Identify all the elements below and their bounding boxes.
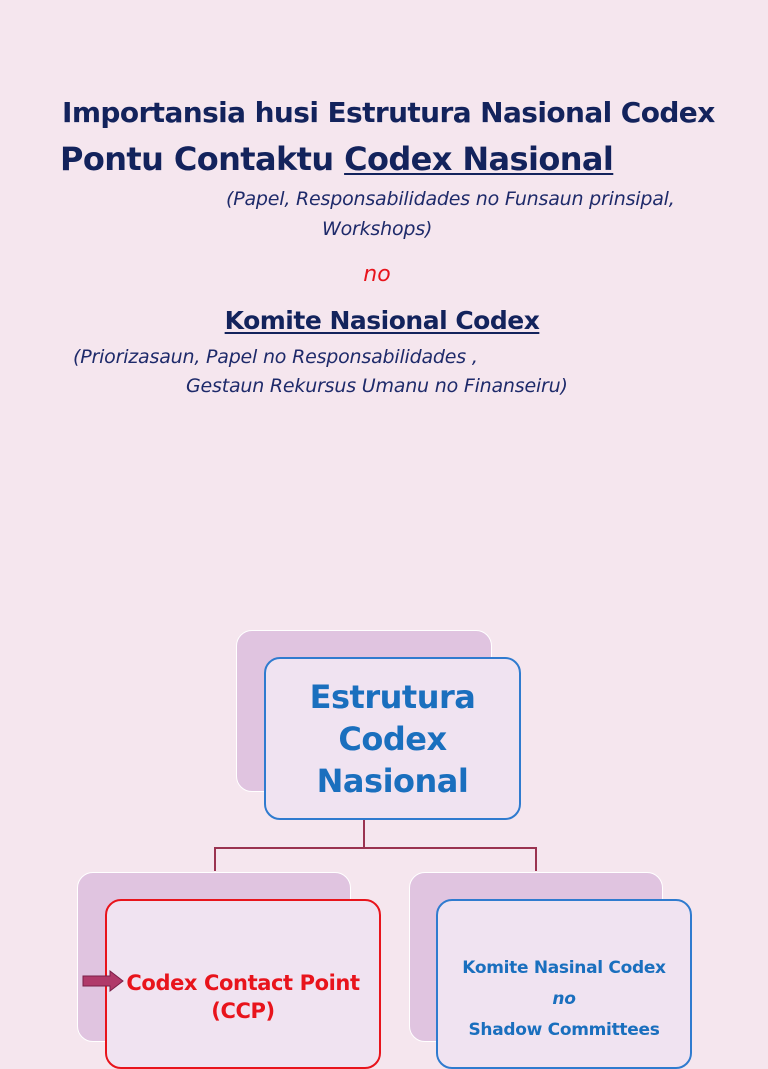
komite-section-title: Komite Nasional Codex [224,306,540,335]
subtitle-underlined: Codex Nasional [344,140,614,178]
komite-node [436,899,692,1069]
subtitle-prefix: Pontu Contaktu [60,140,345,178]
root-node-label [310,676,476,802]
page-title: Importansia husi Estrutura Nasional Codex [62,96,715,129]
arrow-right-icon [82,970,124,992]
page-subtitle [60,140,613,178]
connector-horizontal [214,847,536,849]
ccp-label-line2: (CCP) [211,999,275,1023]
root-node [264,657,521,820]
komite-label-line1: Komite Nasinal Codex [462,958,666,978]
connector-right-drop [535,847,537,871]
ccp-node [105,899,381,1069]
connector-word: no [363,262,391,287]
komite-label-line2: no [552,989,576,1009]
komite-node-label [462,953,665,1046]
contact-point-note-line2: Workshops) [322,218,433,240]
root-label-line2: Codex [338,719,447,758]
connector-left-drop [214,847,216,871]
ccp-label-line1: Codex Contact Point [126,971,360,995]
komite-note-line1: (Priorizasaun, Papel no Responsabilidades , [73,346,478,368]
contact-point-note-line1: (Papel, Responsabilidades no Funsaun prinsipal, [226,188,675,210]
root-label-line3: Nasional [316,761,469,800]
komite-label-line3: Shadow Committees [468,1020,660,1040]
connector-vertical-root [363,820,365,848]
org-diagram [0,620,768,1040]
ccp-node-label [126,969,359,1025]
root-label-line1: Estrutura [309,677,476,716]
komite-note-line2: Gestaun Rekursus Umanu no Finanseiru) [186,375,568,397]
